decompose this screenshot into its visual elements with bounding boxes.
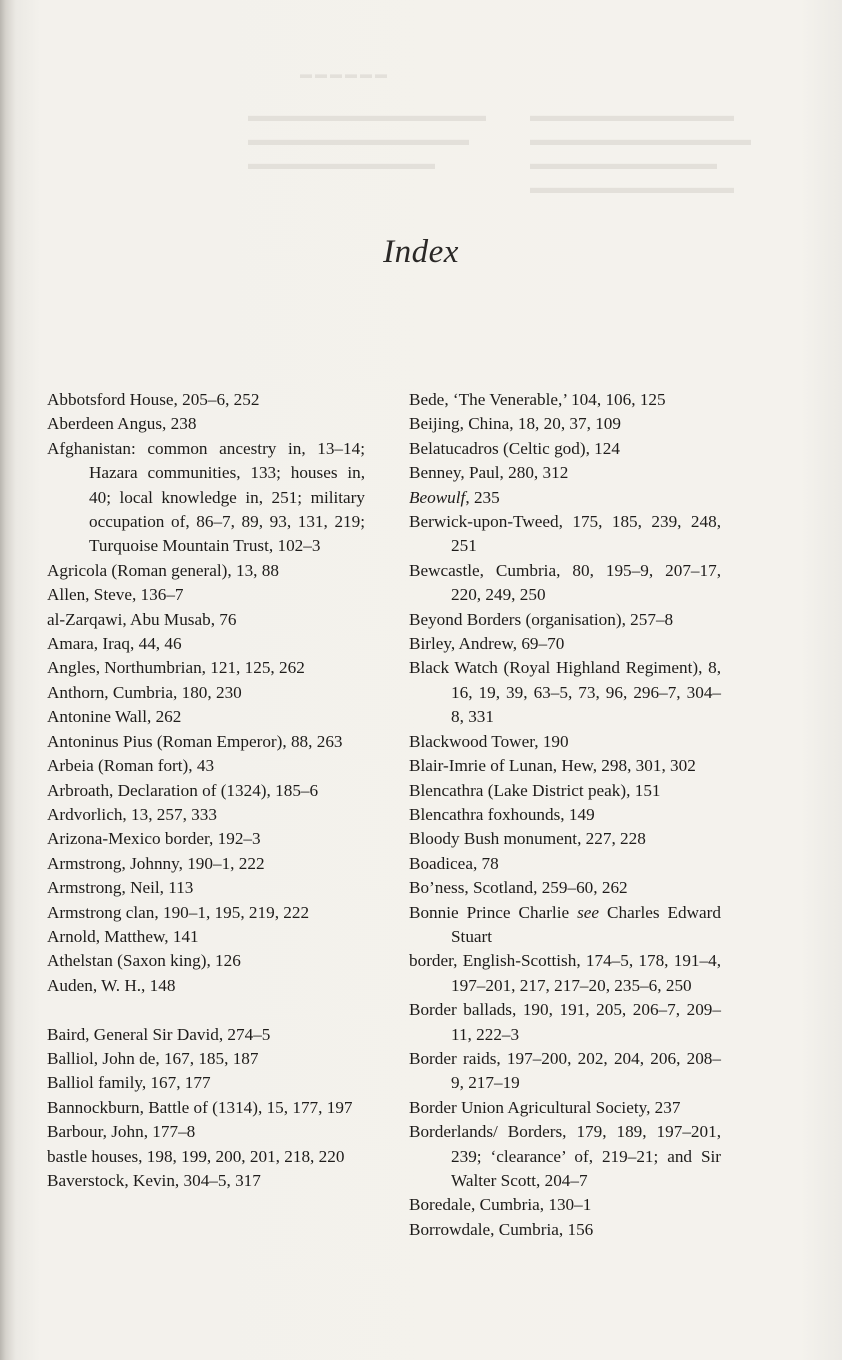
index-entry: Amara, Iraq, 44, 46 — [47, 634, 182, 654]
see-reference: see — [577, 902, 600, 922]
index-entry: Blair-Imrie of Lunan, Hew, 298, 301, 302 — [409, 756, 696, 776]
index-entry: Armstrong clan, 190–1, 195, 219, 222 — [47, 902, 310, 922]
index-entry: Antonine Wall, 262 — [47, 707, 182, 727]
index-entry: bastle houses, 198, 199, 200, 201, 218, 220 — [47, 1146, 345, 1166]
index-entry: Blackwood Tower, 190 — [409, 731, 569, 751]
book-page: ▬▬▬▬▬▬ ▬▬▬▬▬▬▬▬▬▬▬▬▬▬ ▬▬▬▬▬▬▬▬▬▬▬▬▬ ▬▬▬▬▬▬▬▬▬▬▬ ▬▬▬▬▬▬▬▬▬▬▬▬ ▬▬▬▬▬▬▬▬▬▬▬▬▬ ▬▬▬▬▬▬▬▬▬▬▬ ▬▬▬▬▬▬▬▬▬▬▬▬ Index Abbotsford House, 205–6, 252 Aberdeen Angus, 238 Afghanistan: common ancestry in, 13–14; Hazara communities, 133; houses in, 40; local knowledge in, 251; military occupation of, 86–7, 89, 93, 131, 219; Turquoise Mountain Trust, 102–3 Agricola (Roman general), 13, 88 Allen, Steve, 136–7 al-Zarqawi, Abu Musab, 76 Amara, Iraq, 44, 46 Angles, Northumbrian, 121, 125, 262 Anthorn, Cumbria, 180, 230 Antonine Wall, 262 Antoninus Pius (Roman Emperor), 88, 263 Arbeia (Roman fort), 43 Arbroath, Declaration of (1324), 185–6 Ardvorlich, 13, 257, 333 Arizona-Mexico border, 192–3 Armstrong, Johnny, 190–1, 222 Armstrong, Neil, 113 Armstrong clan, 190–1, 195, 219, 222 Arnold, Matthew, 141 Athelstan (Saxon king), 126 Auden, W. H., 148 Baird, General Sir David, 274–5 Balliol, John de, 167, 185, 187 Balliol family, 167, 177 Bannockburn, Battle of (1314), 15, 177, 197 Barbour, John, 177–8 bastle houses, 198, 199, 200, 201, 218, 220 Baverstock, Kevin, 304–5, 317 Bede, ‘The Venerable,’ 104, 106, 125 Beijing, China, 18, 20, 37, 109 Belatucadros (Celtic god), 124 Benney, Paul, 280, 312 Beowulf, 235 Berwick-upon-Tweed, 175, 185, 239, 248, 251 Bewcastle, Cumbria, 80, 195–9, 207–17, 220, 249, 250 Beyond Borders (organisation), 257–8 Birley, Andrew, 69–70 Black Watch (Royal Highland Regiment), 8, 16, 19, 39, 63–5, 73, 96, 296–7, 304–8, 331 Blackwood Tower, 190 Blair-Imrie of Lunan, Hew, 298, 301, 302 Blencathra (Lake District peak), 151 Blencathra foxhounds, 149 Bloody Bush monument, 227, 228 Boadicea, 78 Bo’ness, Scotland, 259–60, 262 Bonnie Prince Charlie see Charles Edward Stuart border, English-Scottish, 174–5, 178, 191–4, 197–201, 217, 217–20, 235–6, 250 Border ballads, 190, 191, 205, 206–7, 209–11, 222–3 Border raids, 197–200, 202, 204, 206, 208–9, 217–19 Border Union Agricultural Society, 237 Borderlands/ Borders, 179, 189, 197–201, 239; ‘clearance’ of, 219–21; and Sir Walter Scott, 204–7 Boredale, Cumbria, 130–1 Borrowdale, Cumbria, 156 — [0, 0, 842, 1360]
index-entry: Aberdeen Angus, 238 — [47, 414, 197, 434]
index-entry: Belatucadros (Celtic god), 124 — [409, 438, 620, 458]
index-entry: Arbroath, Declaration of (1324), 185–6 — [47, 780, 319, 800]
index-entry: Arizona-Mexico border, 192–3 — [47, 829, 261, 849]
index-entry: Border Union Agricultural Society, 237 — [409, 1097, 681, 1117]
index-entry: Armstrong, Johnny, 190–1, 222 — [47, 853, 265, 873]
page-title: Index — [383, 234, 459, 270]
index-entry: Boredale, Cumbria, 130–1 — [409, 1195, 592, 1215]
index-entry: Boadicea, 78 — [409, 853, 499, 873]
index-entry: Baird, General Sir David, 274–5 — [47, 1024, 271, 1044]
index-entry: Border ballads, 190, 191, 205, 206–7, 209–11, 222–3 — [409, 1000, 721, 1044]
index-entry: Barbour, John, 177–8 — [47, 1122, 196, 1142]
index-entry: Allen, Steve, 136–7 — [47, 585, 184, 605]
index-column-right — [409, 388, 721, 1242]
index-entry: Antoninus Pius (Roman Emperor), 88, 263 — [47, 731, 343, 751]
index-entry: Borrowdale, Cumbria, 156 — [409, 1219, 594, 1239]
index-entry: Benney, Paul, 280, 312 — [409, 463, 569, 483]
index-entry: Border raids, 197–200, 202, 204, 206, 208–9, 217–19 — [409, 1048, 721, 1093]
index-entry-bonnie-prince-charlie — [409, 901, 721, 950]
index-entry: Blencathra foxhounds, 149 — [409, 804, 595, 824]
index-entry: Black Watch (Royal Highland Regiment), 8, 16, 19, 39, 63–5, 73, 96, 296–7, 304–8, 331 — [409, 658, 721, 727]
index-entry: Bannockburn, Battle of (1314), 15, 177, 197 — [47, 1097, 353, 1117]
index-entry: Balliol, John de, 167, 185, 187 — [47, 1048, 259, 1068]
index-entry: Bo’ness, Scotland, 259–60, 262 — [409, 878, 628, 898]
letter-group-gap — [47, 998, 365, 1022]
index-entry: Athelstan (Saxon king), 126 — [47, 951, 241, 971]
index-entry: Anthorn, Cumbria, 180, 230 — [47, 682, 242, 702]
index-entry: al-Zarqawi, Abu Musab, 76 — [47, 609, 237, 629]
index-entry: Bede, ‘The Venerable,’ 104, 106, 125 — [409, 390, 666, 409]
index-entry: Auden, W. H., 148 — [47, 975, 176, 995]
index-entry-beowulf — [409, 486, 721, 510]
index-entry: Balliol family, 167, 177 — [47, 1073, 211, 1093]
index-entry: Baverstock, Kevin, 304–5, 317 — [47, 1170, 261, 1190]
index-entry: Beijing, China, 18, 20, 37, 109 — [409, 414, 621, 434]
index-entry: Berwick-upon-Tweed, 175, 185, 239, 248, 251 — [409, 512, 721, 556]
index-entry: Blencathra (Lake District peak), 151 — [409, 780, 661, 800]
index-entry: Birley, Andrew, 69–70 — [409, 634, 565, 654]
entry-pages: , 235 — [465, 487, 500, 507]
entry-target: Charles Edward Stuart — [451, 902, 721, 946]
index-entry: Ardvorlich, 13, 257, 333 — [47, 804, 217, 824]
entry-heading: Bonnie Prince Charlie — [409, 902, 578, 922]
index-entry: Armstrong, Neil, 113 — [47, 878, 194, 898]
index-entry: Bewcastle, Cumbria, 80, 195–9, 207–17, 220, 249, 250 — [409, 560, 721, 605]
index-entry: Arbeia (Roman fort), 43 — [47, 756, 215, 776]
index-entry: Abbotsford House, 205–6, 252 — [47, 390, 260, 409]
index-entry: Bloody Bush monument, 227, 228 — [409, 829, 646, 849]
index-column-left — [47, 388, 365, 1193]
index-entry: border, English-Scottish, 174–5, 178, 191–4, 197–201, 217, 217–20, 235–6, 250 — [409, 951, 721, 995]
index-entry: Angles, Northumbrian, 121, 125, 262 — [47, 658, 305, 678]
index-entry: Afghanistan: common ancestry in, 13–14; Hazara communities, 133; houses in, 40; local knowledge in, 251; military occupation of, 86–7, 89, 93, 131, 219; Turquoise Mountain Trust, 102–3 — [47, 438, 365, 556]
book-title-italic: Beowulf — [409, 487, 466, 507]
index-entry: Arnold, Matthew, 141 — [47, 926, 199, 946]
index-entry: Borderlands/ Borders, 179, 189, 197–201, 239; ‘clearance’ of, 219–21; and Sir Walter Scott, 204–7 — [409, 1122, 721, 1190]
index-entry: Agricola (Roman general), 13, 88 — [47, 560, 279, 580]
index-entry: Beyond Borders (organisation), 257–8 — [409, 609, 674, 629]
